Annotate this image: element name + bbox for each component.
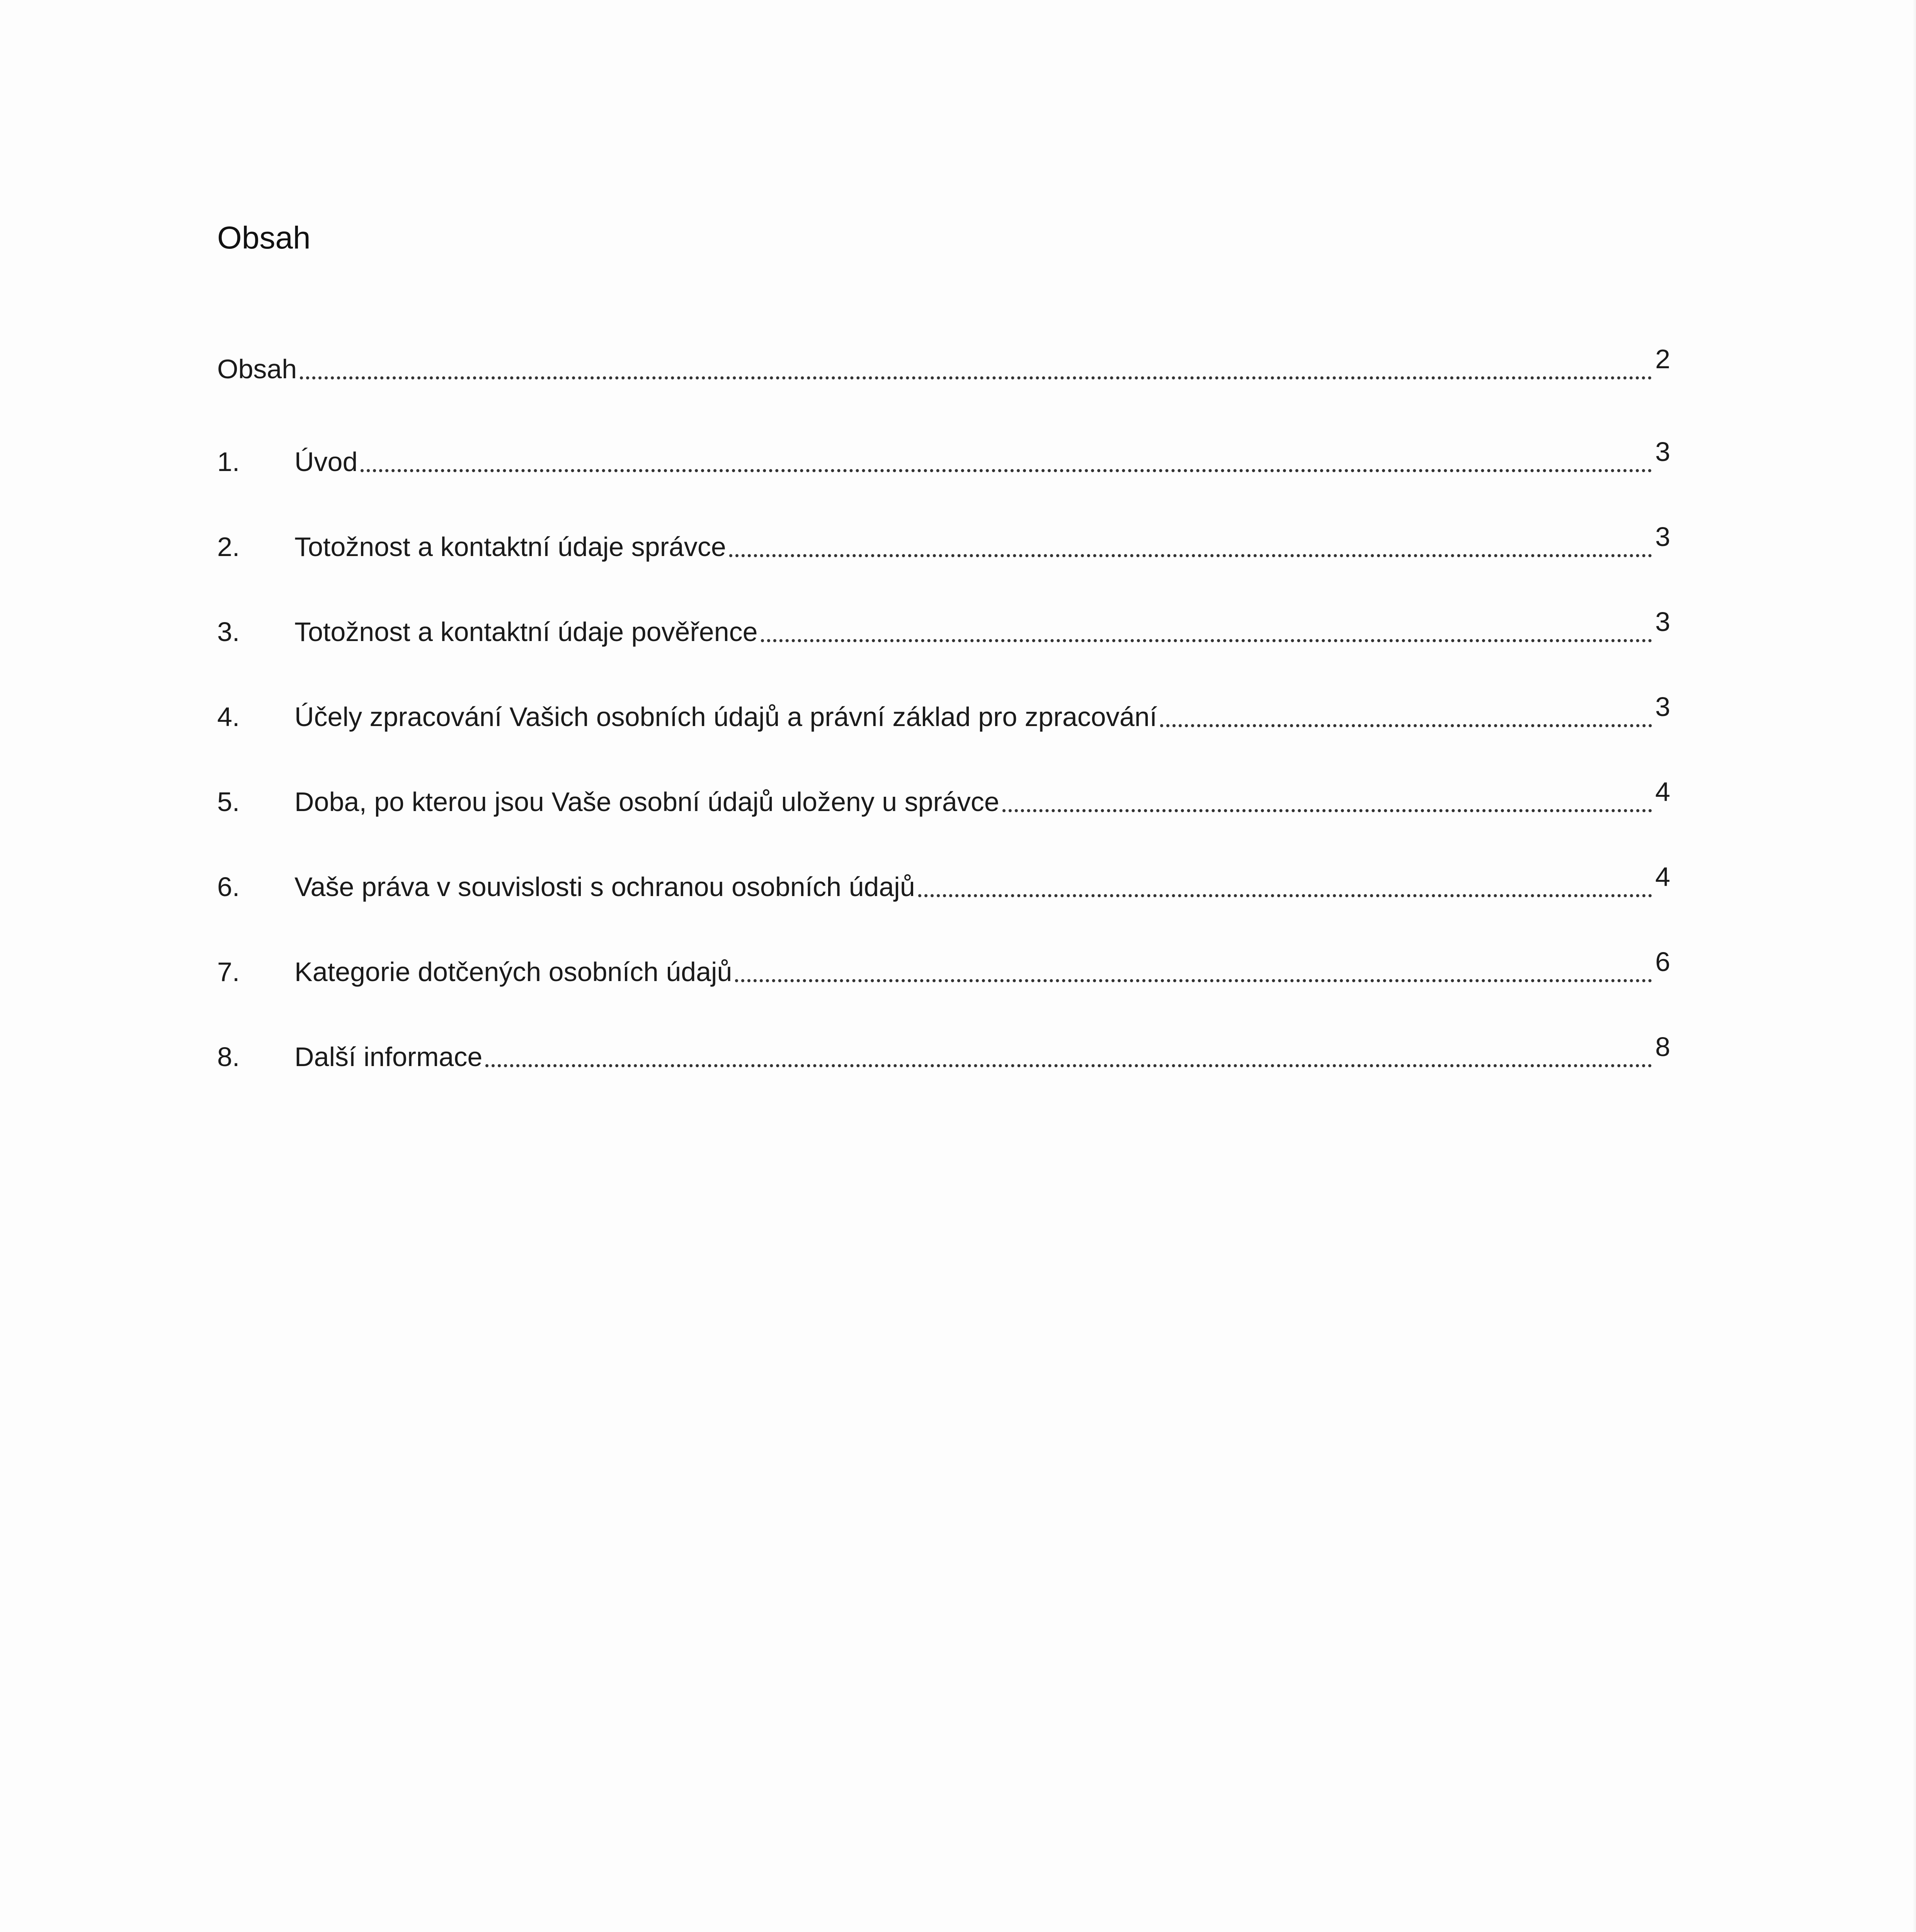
toc-entry-title: Doba, po kterou jsou Vaše osobní údajů uloženy u správce xyxy=(294,787,999,817)
toc-entry-title: Totožnost a kontaktní údaje pověřence xyxy=(294,617,758,647)
toc-entry-page: 3 xyxy=(1655,607,1670,637)
toc-entry-title: Totožnost a kontaktní údaje správce xyxy=(294,532,726,562)
toc-entry-page: 4 xyxy=(1655,862,1670,892)
toc-entry-title: Vaše práva v souvislosti s ochranou osobních údajů xyxy=(294,872,915,902)
toc-entry-number: 6. xyxy=(217,872,240,902)
toc-dot-leader xyxy=(1002,809,1652,812)
toc-entry-title: Úvod xyxy=(294,447,358,477)
toc-entry-page: 6 xyxy=(1655,947,1670,977)
page-heading: Obsah xyxy=(217,220,311,255)
toc-entry-number: 5. xyxy=(217,787,240,817)
toc-entry[interactable] xyxy=(217,607,1670,647)
toc-dot-leader xyxy=(485,1064,1652,1067)
toc-entry-number: 8. xyxy=(217,1042,240,1072)
toc-entry[interactable] xyxy=(217,777,1670,817)
toc-entry-title: Další informace xyxy=(294,1042,483,1072)
toc-entry-title: Účely zpracování Vašich osobních údajů a právní základ pro zpracování xyxy=(294,702,1157,732)
toc-dot-leader xyxy=(735,979,1652,982)
toc-dot-leader xyxy=(300,376,1652,379)
toc-entry-number: 2. xyxy=(217,532,240,562)
toc-entry-number: 7. xyxy=(217,957,240,987)
toc-entry[interactable] xyxy=(217,947,1670,987)
toc-entry[interactable] xyxy=(217,862,1670,902)
toc-entry-number: 4. xyxy=(217,702,240,732)
toc-dot-leader xyxy=(729,554,1652,557)
toc-entry-page: 3 xyxy=(1655,437,1670,467)
toc-dot-leader xyxy=(761,639,1652,642)
toc-entry-title: Obsah xyxy=(217,354,297,384)
toc-dot-leader xyxy=(361,469,1652,472)
toc-entry-page: 3 xyxy=(1655,522,1670,552)
scan-edge-shadow xyxy=(1912,0,1916,1932)
toc-dot-leader xyxy=(1160,724,1652,727)
toc-entry-page: 2 xyxy=(1655,344,1670,374)
toc-entry-page: 3 xyxy=(1655,692,1670,722)
toc-entry[interactable] xyxy=(217,692,1670,732)
toc-entry[interactable] xyxy=(217,1032,1670,1072)
toc-entry[interactable] xyxy=(217,437,1670,477)
toc-dot-leader xyxy=(918,894,1652,897)
toc-entry-number: 1. xyxy=(217,447,240,477)
toc-entry-title: Kategorie dotčených osobních údajů xyxy=(294,957,732,987)
toc-entry-page: 8 xyxy=(1655,1032,1670,1062)
toc-entry[interactable] xyxy=(217,344,1670,384)
toc-entry-number: 3. xyxy=(217,617,240,647)
toc-entry[interactable] xyxy=(217,522,1670,562)
toc-entry-page: 4 xyxy=(1655,777,1670,807)
